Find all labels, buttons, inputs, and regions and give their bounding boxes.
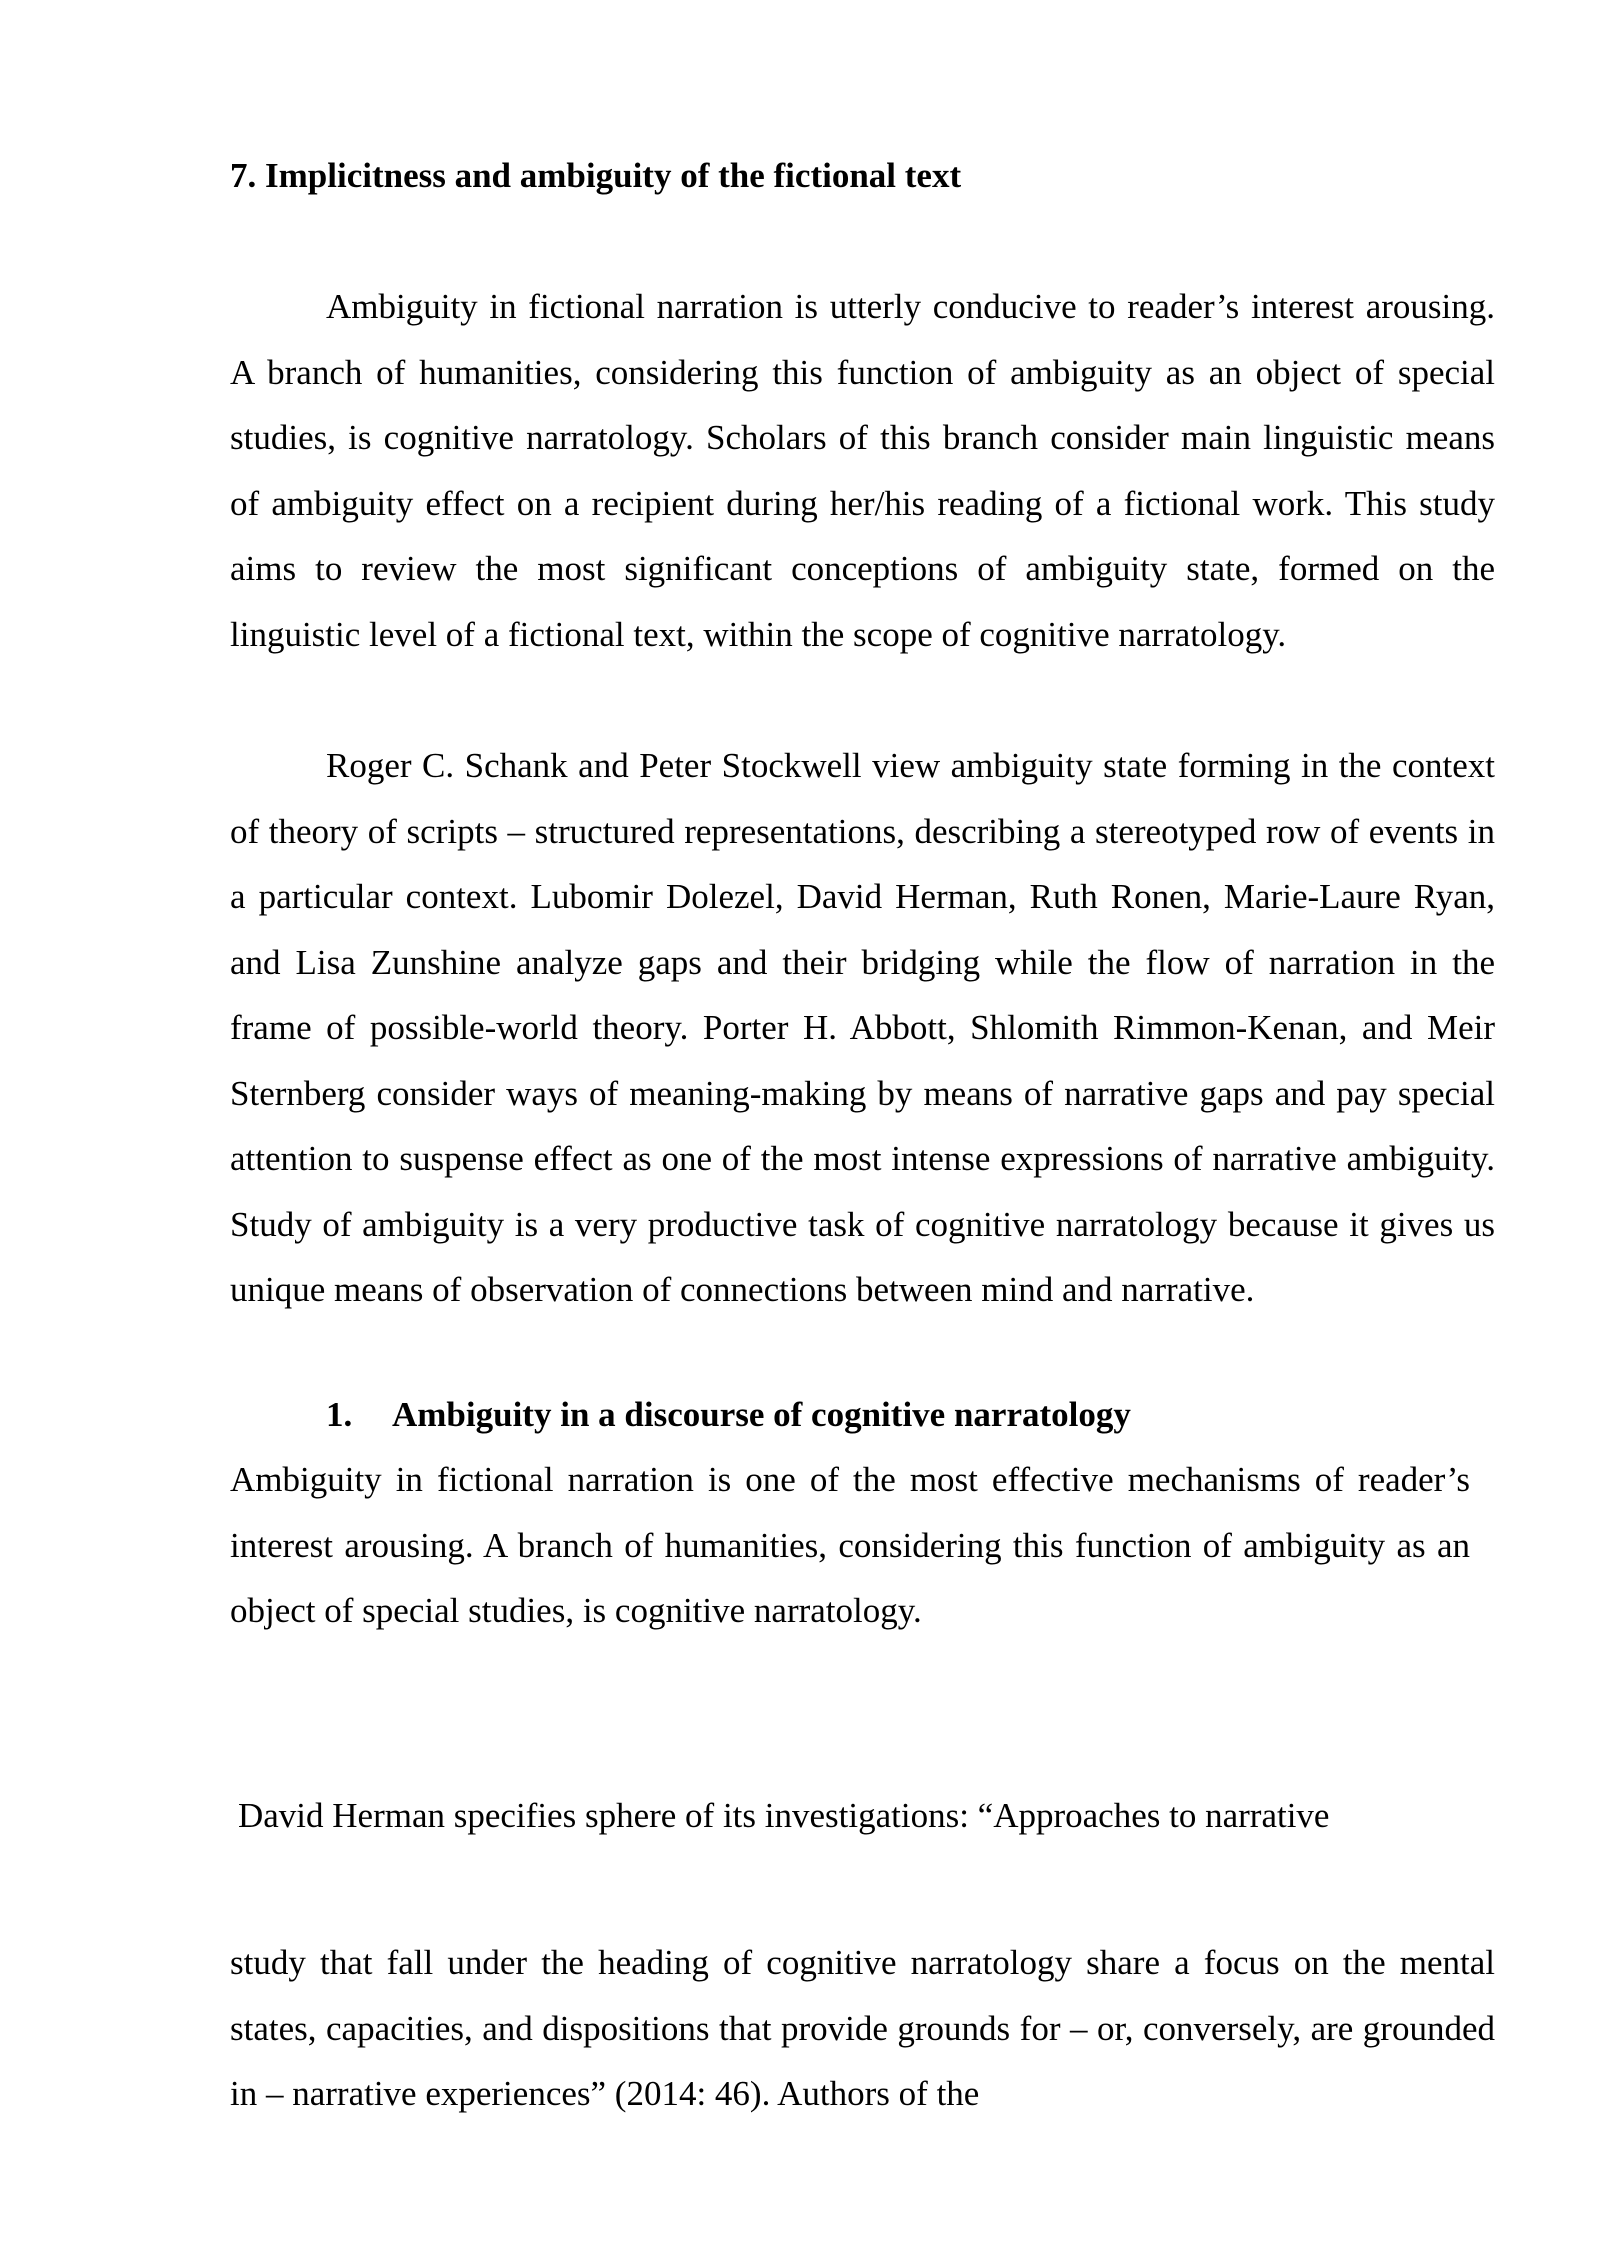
paragraph-5: study that fall under the heading of cognitive narratology share a focus on the mental states, capacities, and dispositions that provide grounds for – or, conversely, are grounded in – narrative experiences” (2014: 46). Authors of the [230, 1943, 1495, 2113]
subsection-title: Ambiguity in a discourse of cognitive narratology [392, 1395, 1131, 1434]
paragraph-1-block [230, 274, 1495, 667]
paragraph-1: Ambiguity in fictional narration is utterly conducive to reader’s interest arousing. A branch of humanities, considering this function of ambiguity as an object of special studies, is cognitive narratology. Scholars of this branch consider main linguistic means of ambiguity effect on a recipient during her/his reading of a fictional work. This study aims to review the most significant conceptions of ambiguity state, formed on the linguistic level of a fictional text, within the scope of cognitive narratology. [230, 287, 1495, 654]
paragraph-4: David Herman specifies sphere of its investigations: “Approaches to narrative [238, 1796, 1330, 1835]
paragraph-3: Ambiguity in fictional narration is one of the most effective mechanisms of reader’s interest arousing. A branch of humanities, considering this function of ambiguity as an object of special studies, is cognitive narratology. [230, 1460, 1470, 1630]
subsection-number: 1. [326, 1395, 353, 1434]
paragraph-2: Roger C. Schank and Peter Stockwell view ambiguity state forming in the context of theory of scripts – structured representations, describing a stereotyped row of events in a particular context. Lubomir Dolezel, David Herman, Ruth Ronen, Marie-Laure Ryan, and Lisa Zunshine analyze gaps and their bridging while the flow of narration in the frame of possible-world theory. Porter H. Abbott, Shlomith Rimmon-Kenan, and Meir Sternberg consider ways of meaning-making by means of narrative gaps and pay special attention to suspense effect as one of the most intense expressions of narrative ambiguity. Study of ambiguity is a very productive task of cognitive narratology because it gives us unique means of observation of connections between mind and narrative. [230, 746, 1495, 1309]
paragraph-2-block [230, 733, 1495, 1323]
subsection-heading [326, 1382, 1131, 1447]
section-heading: 7. Implicitness and ambiguity of the fictional text [230, 156, 962, 195]
